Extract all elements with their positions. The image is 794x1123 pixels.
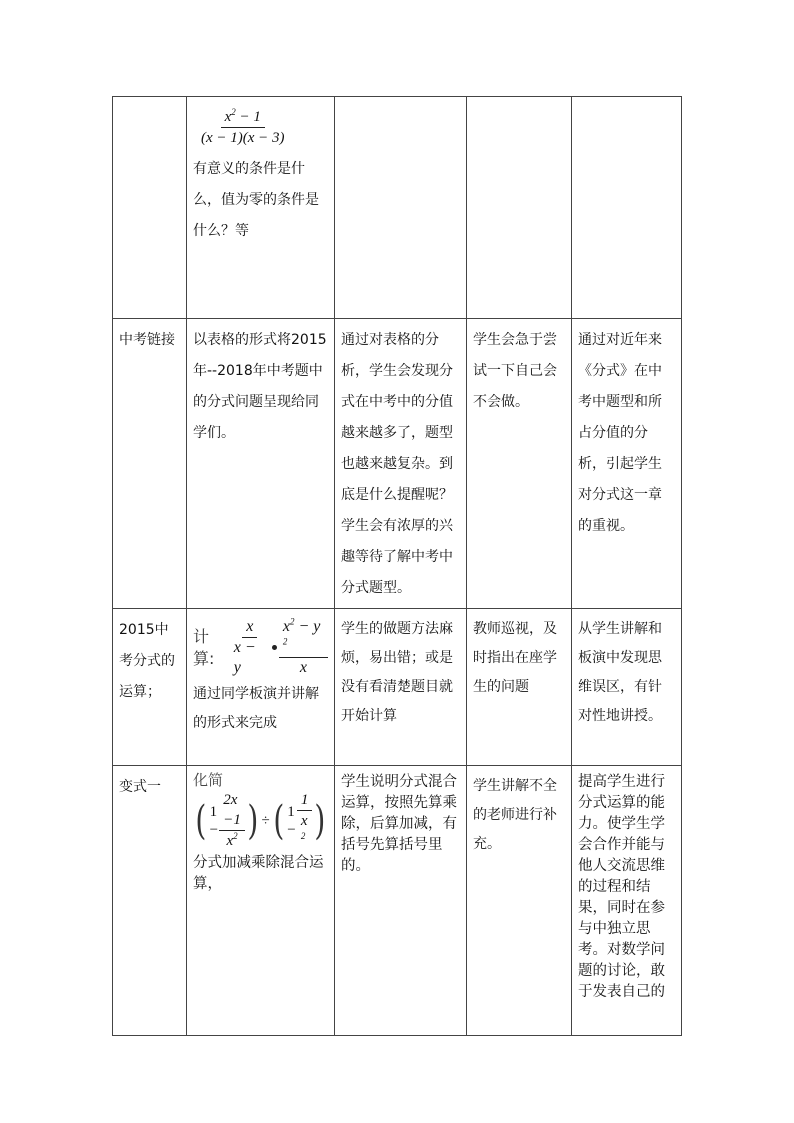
table-row [113, 97, 682, 319]
simplify-formula: ( 1− $\frac{2x-1}{x^2}$ ) ÷ ( 1− $\frac{1}{x^2}$ ) [195, 792, 326, 849]
row1-col5 [572, 97, 682, 319]
row3-col4: 教师巡视，及时指出在座学生的问题 [467, 609, 572, 766]
row2-col5: 通过对近年来《分式》在中考中题型和所占分值的分析，引起学生对分式这一章的重视。 [572, 319, 682, 609]
row4-col1: 变式一 [113, 766, 187, 1036]
row2-col2: 以表格的形式将2015年--2018年中考题中的分式问题呈现给同学们。 [187, 319, 335, 609]
condition-text: 有意义的条件是什么，值为零的条件是什么？等 [193, 161, 319, 239]
calc-formula: 计算: $\frac{x}{x - y}$ $\frac{x^2 - y^2}{x}$ [193, 617, 328, 678]
row3-col1: 2015中考分式的运算； [113, 609, 187, 766]
table-row [113, 609, 682, 766]
table-row [113, 766, 682, 1036]
row4-col5: 提高学生进行分式运算的能力。使学生学会合作并能与他人交流思维的过程和结果，同时在参与中独立思考。对数学问题的讨论，敢于发表自己的 [572, 766, 682, 1036]
row2-col3: 通过对表格的分析，学生会发现分式在中考中的分值越来越多了，题型也越来越复杂。到底是什么提醒呢？学生会有浓厚的兴趣等待了解中考中分式题型。 [335, 319, 467, 609]
row3-col2 [187, 609, 335, 766]
row1-col3 [335, 97, 467, 319]
row3-col3: 学生的做题方法麻烦，易出错；或是没有看清楚题目就开始计算 [335, 609, 467, 766]
lesson-plan-table [112, 96, 682, 1036]
calc-method-text: 通过同学板演并讲解的形式来完成 [193, 686, 319, 731]
row1-col4 [467, 97, 572, 319]
row2-col1: 中考链接 [113, 319, 187, 609]
row3-col5: 从学生讲解和板演中发现思维误区，有针对性地讲授。 [572, 609, 682, 766]
row4-col3: 学生说明分式混合运算，按照先算乘除，后算加减，有括号先算括号里的。 [335, 766, 467, 1036]
simplify-label: 化简 [193, 771, 224, 789]
fraction-formula: $\frac{x^2 - 1}{(x - 1)(x - 3)}$ [201, 107, 285, 146]
row4-col2 [187, 766, 335, 1036]
mixed-operation-text: 分式加减乘除混合运算， [193, 855, 324, 892]
row4-col4: 学生讲解不全的老师进行补充。 [467, 766, 572, 1036]
row1-col2 [187, 97, 335, 319]
calc-label: 计算: [193, 626, 215, 668]
row2-col4: 学生会急于尝试一下自己会不会做。 [467, 319, 572, 609]
row1-col1 [113, 97, 187, 319]
table-row [113, 319, 682, 609]
multiply-dot [272, 645, 277, 650]
